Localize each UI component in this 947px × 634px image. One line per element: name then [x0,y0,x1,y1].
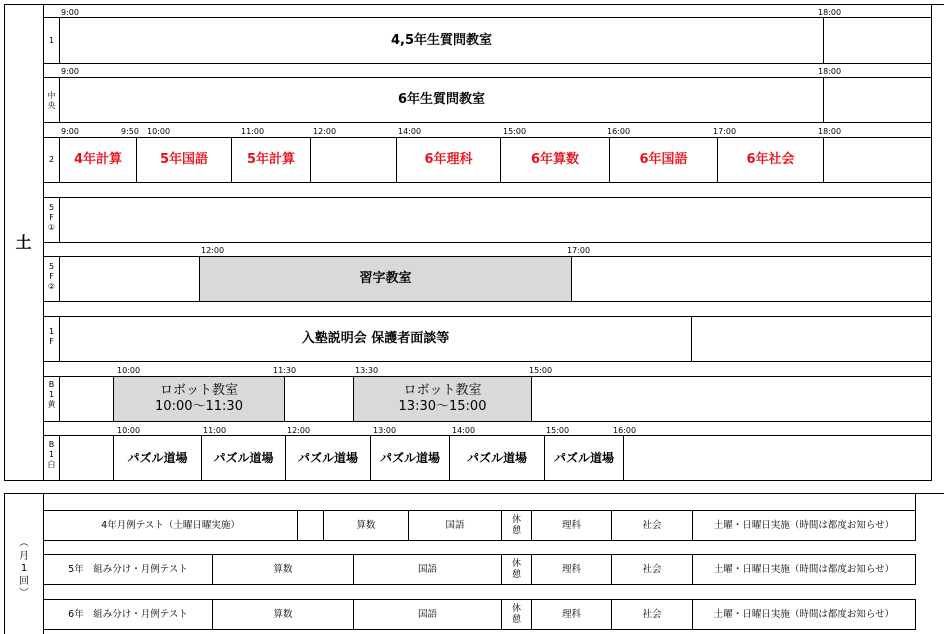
row-label: 1 [48,36,55,45]
row-label: 1 F [48,327,55,346]
time-label: 17:00 [713,127,737,136]
event-block: パズル道場 [213,450,274,465]
test-name: 4年月例テスト（土曜日曜実施） [101,519,240,531]
row-label: 2 [48,155,55,164]
social-cell: 社会 [642,608,662,620]
note-cell: 土曜・日曜日実施（時間は都度お知らせ） [713,519,895,531]
event-block: 6年算数 [530,152,580,168]
test-name: 5年 組み分け・月例テスト [68,563,188,575]
time-label: 13:30 [355,366,379,375]
break-cell: 休 憩 [511,558,521,580]
start-time: 9:00 [61,67,79,76]
row-label: 5 F ② [47,262,56,291]
event-block: パズル道場 [379,450,440,465]
event-block: 4年計算 [73,152,123,168]
note-cell: 土曜・日曜日実施（時間は都度お知らせ） [713,608,895,620]
time-label: 10:00 [117,426,141,435]
event-block: 5年国語 [159,152,209,168]
event-block: パズル道場 [297,450,358,465]
end-time: 18:00 [818,8,842,17]
break-cell: 休 憩 [511,514,521,536]
japanese-cell: 国語 [417,563,437,575]
event-block: 入塾説明会 保護者面談等 [301,331,450,347]
event-block: 6年社会 [746,152,795,168]
event-block: ロボット教室 10:00～11:30 [113,377,285,421]
science-cell: 理科 [561,563,581,575]
time-label: 9:00 [61,127,79,136]
time-label: 15:00 [529,366,553,375]
row-label: B 1 白 [47,440,56,469]
event-block: 6年国語 [639,152,688,168]
time-label: 14:00 [398,127,422,136]
row-label: B 1 黄 [47,380,56,409]
math-cell: 算数 [273,608,293,620]
social-cell: 社会 [642,563,662,575]
time-label: 11:00 [241,127,265,136]
science-cell: 理科 [561,608,581,620]
end-time: 18:00 [818,67,842,76]
break-cell: 休 憩 [511,603,521,625]
time-label: 15:00 [503,127,527,136]
end-time: 17:00 [567,246,591,255]
event-block: 4,5年生質問教室 [390,32,493,48]
social-cell: 社会 [642,519,662,531]
time-label: 16:00 [613,426,637,435]
math-cell: 算数 [273,563,293,575]
row-label: 5 F ① [47,203,56,232]
math-cell: 算数 [356,519,376,531]
event-block: 6年理科 [424,152,473,168]
event-block: パズル道場 [466,450,527,465]
time-label: 10:00 [147,127,171,136]
time-label: 11:00 [203,426,227,435]
science-cell: 理科 [561,519,581,531]
note-cell: 土曜・日曜日実施（時間は都度お知らせ） [713,563,895,575]
time-label: 15:00 [546,426,570,435]
time-label: 18:00 [818,127,842,136]
japanese-cell: 国語 [417,608,437,620]
event-block: パズル道場 [553,450,614,465]
row-label: 中 央 [47,91,56,110]
start-time: 12:00 [201,246,225,255]
time-label: 13:00 [373,426,397,435]
time-label: 14:00 [452,426,476,435]
event-block: 6年生質問教室 [397,92,486,108]
event-block: パズル道場 [127,450,188,465]
event-block: ロボット教室 13:30～15:00 [353,377,532,421]
test-side-label: ︵ 月 1 回 ︶ [19,538,29,599]
japanese-cell: 国語 [445,519,465,531]
event-block: 5年計算 [246,152,296,168]
day-label: 土 [15,233,32,252]
time-label: 12:00 [313,127,337,136]
time-label: 11:30 [273,366,297,375]
time-label: 16:00 [607,127,631,136]
time-label: 10:00 [117,366,141,375]
time-label: 12:00 [287,426,311,435]
test-name: 6年 組み分け・月例テスト [68,608,188,620]
start-time: 9:00 [61,8,79,17]
event-block: 習字教室 [199,257,572,301]
time-label: 9:50 [121,127,139,136]
